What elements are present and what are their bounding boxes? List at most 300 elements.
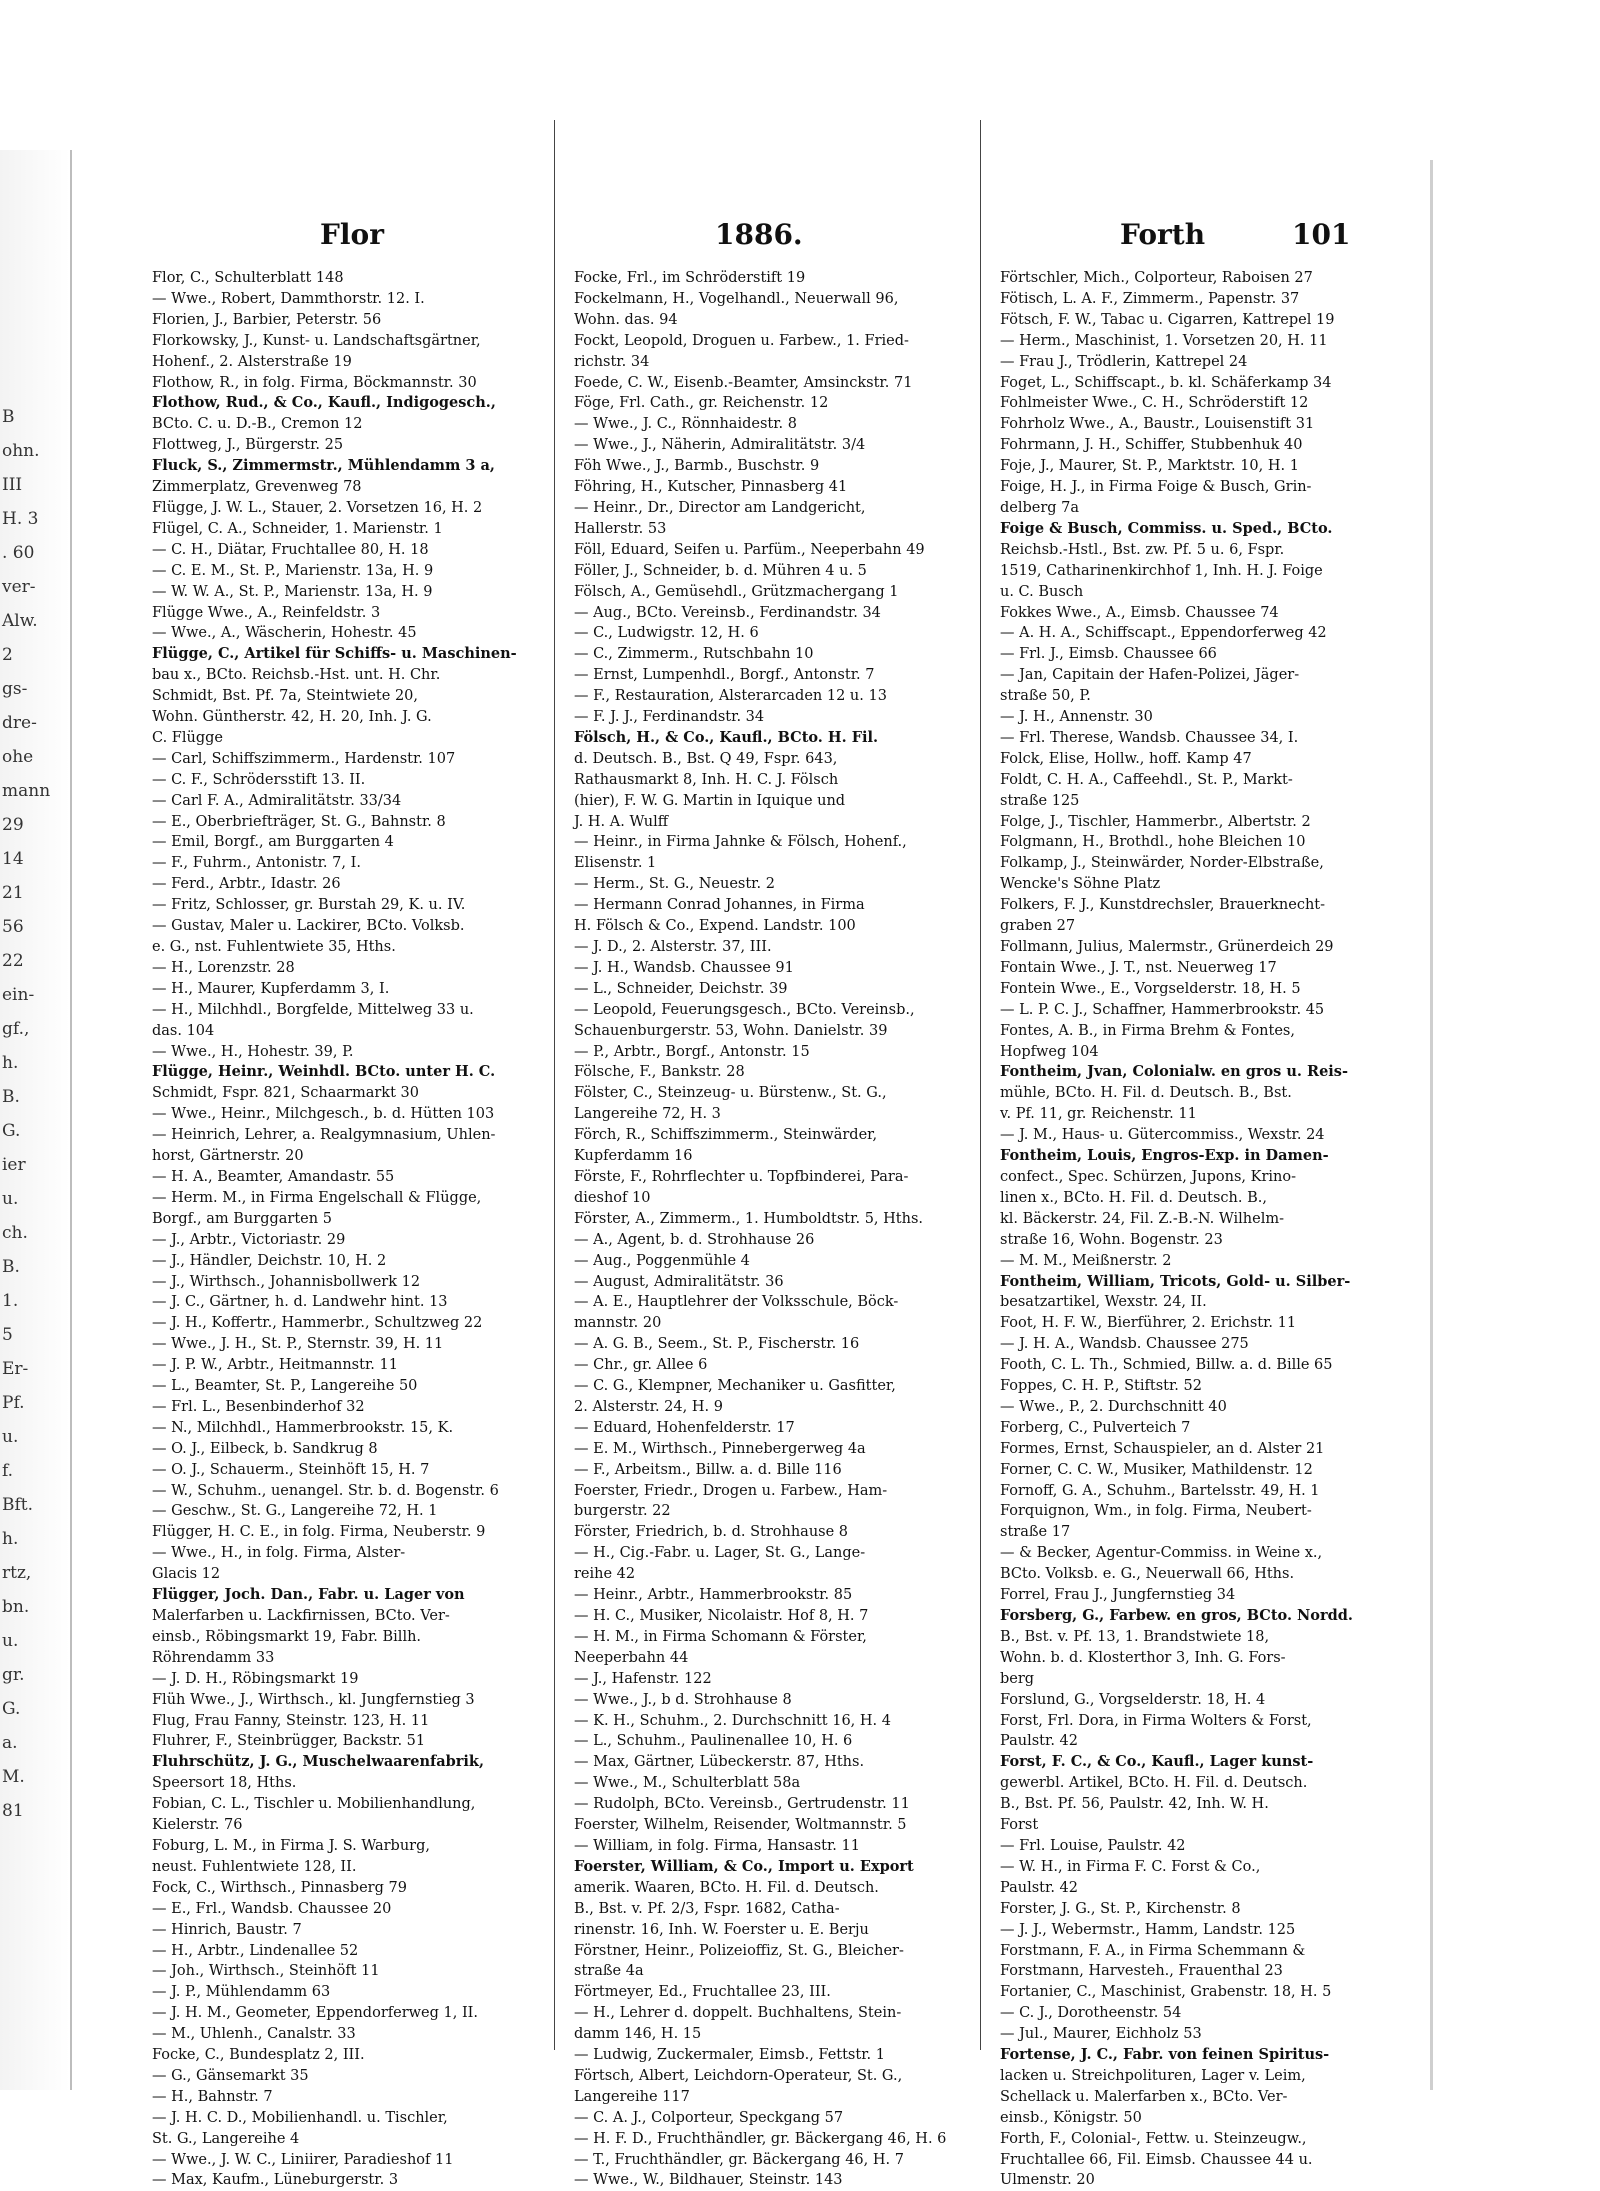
directory-entry: — H., Maurer, Kupferdamm 3, I. — [152, 980, 390, 997]
directory-entry: Fohrmann, J. H., Schiffer, Stubbenhuk 40 — [1000, 437, 1303, 454]
directory-entry: Foburg, L. M., in Firma J. S. Warburg, — [152, 1837, 430, 1854]
facing-page-fragment: III — [2, 475, 23, 495]
directory-entry: — Herm., Maschinist, 1. Vorsetzen 20, H. 11 — [1000, 332, 1328, 349]
directory-entry: Foige, H. J., in Firma Foige & Busch, Grin- — [1000, 479, 1312, 496]
directory-entry: — C. F., Schrödersstift 13. II. — [152, 771, 366, 788]
directory-entry: — Heinr., Arbtr., Hammerbrookstr. 85 — [574, 1587, 853, 1604]
directory-entry: Förtschler, Mich., Colporteur, Raboisen 27 — [1000, 270, 1313, 286]
directory-entry: Folkers, F. J., Kunstdrechsler, Brauerknecht- — [1000, 897, 1326, 914]
directory-entry: d. Deutsch. B., Bst. Q 49, Fspr. 643, — [574, 750, 838, 767]
directory-entry: — L., Schuhm., Paulinenallee 10, H. 6 — [574, 1733, 853, 1750]
directory-entry: Folge, J., Tischler, Hammerbr., Albertstr. 2 — [1000, 813, 1311, 830]
directory-entry: — H. A., Beamter, Amandastr. 55 — [152, 1168, 395, 1185]
directory-entry: — L. P. C. J., Schaffner, Hammerbrookstr. 45 — [1000, 1001, 1325, 1018]
facing-page-fragment: H. 3 — [2, 509, 39, 529]
directory-entry: — C. G., Klempner, Mechaniker u. Gasfitter, — [574, 1378, 896, 1395]
facing-page-fragment: 1. — [2, 1291, 19, 1311]
facing-page-fragment: Bft. — [2, 1495, 34, 1515]
facing-page-fragment: h. — [2, 1529, 19, 1549]
directory-entry: Fluhrer, F., Steinbrügger, Backstr. 51 — [152, 1733, 426, 1750]
directory-entry: — August, Admiralitätstr. 36 — [574, 1273, 784, 1290]
directory-entry: Fontheim, Jvan, Colonialw. en gros u. Reis- — [1000, 1063, 1348, 1081]
directory-entry: einsb., Königstr. 50 — [1000, 2109, 1142, 2126]
directory-entry: — M., Uhlenh., Canalstr. 33 — [152, 2026, 356, 2043]
facing-page-fragment: ier — [2, 1155, 26, 1175]
directory-entry: kl. Bäckerstr. 24, Fil. Z.-B.-N. Wilhelm- — [1000, 1210, 1285, 1227]
directory-entry: — H., Bahnstr. 7 — [152, 2088, 273, 2105]
directory-entry: — J. H. M., Geometer, Eppendorferweg 1, II. — [152, 2005, 479, 2022]
directory-entry: — E., Frl., Wandsb. Chaussee 20 — [152, 1900, 392, 1917]
directory-entry: Folgmann, H., Brothdl., hohe Bleichen 10 — [1000, 834, 1306, 851]
directory-entry: Foerster, Friedr., Drogen u. Farbew., Ham- — [574, 1482, 888, 1499]
facing-page-fragment: 29 — [2, 815, 24, 835]
directory-entry: — Chr., gr. Allee 6 — [574, 1357, 708, 1374]
directory-entry: — C. A. J., Colporteur, Speckgang 57 — [574, 2109, 844, 2126]
directory-entry: — Wwe., Robert, Dammthorstr. 12. I. — [152, 290, 425, 307]
facing-page-fragment: Pf. — [2, 1393, 25, 1413]
facing-page-fragment: 81 — [2, 1801, 24, 1821]
directory-entry: — H., Lorenzstr. 28 — [152, 959, 295, 976]
directory-entry: Forberg, C., Pulverteich 7 — [1000, 1419, 1191, 1436]
directory-entry: — L., Beamter, St. P., Langereihe 50 — [152, 1378, 418, 1395]
directory-entry: — William, in folg. Firma, Hansastr. 11 — [574, 1837, 860, 1854]
directory-entry: — J. D., 2. Alsterstr. 37, III. — [574, 939, 772, 955]
directory-entry: — H. F. D., Fruchthändler, gr. Bäckergang 46, H. 6 — [574, 2130, 947, 2147]
directory-entry: — Max, Kaufm., Lüneburgerstr. 3 — [152, 2172, 399, 2189]
directory-entry: Fock, C., Wirthsch., Pinnasberg 79 — [152, 1879, 407, 1896]
directory-entry: — J. H., Wandsb. Chaussee 91 — [574, 959, 794, 976]
directory-entry: C. Flügge — [152, 729, 223, 746]
directory-entry: Flügel, C. A., Schneider, 1. Marienstr. 1 — [152, 520, 443, 537]
facing-page-fragment: rtz, — [2, 1563, 32, 1583]
directory-entry: — J. H. A., Wandsb. Chaussee 275 — [1000, 1336, 1249, 1353]
directory-entry: Fluck, S., Zimmermstr., Mühlendamm 3 a, — [152, 457, 495, 475]
directory-entry: BCto. Volksb. e. G., Neuerwall 66, Hths. — [1000, 1566, 1295, 1583]
directory-entry: reihe 42 — [574, 1566, 636, 1583]
directory-entry: — Wwe., J., Näherin, Admiralitätstr. 3/4 — [574, 437, 866, 454]
directory-entry: Fockt, Leopold, Droguen u. Farbew., 1. Fried- — [574, 332, 909, 349]
directory-entry: — J., Händler, Deichstr. 10, H. 2 — [152, 1252, 387, 1269]
directory-entry: Forquignon, Wm., in folg. Firma, Neubert- — [1000, 1503, 1312, 1520]
directory-entry: — H., Lehrer d. doppelt. Buchhaltens, Stein- — [574, 2005, 902, 2022]
directory-entry: — Wwe., A., Wäscherin, Hohestr. 45 — [152, 625, 417, 642]
directory-entry: — Ernst, Lumpenhdl., Borgf., Antonstr. 7 — [574, 667, 875, 684]
directory-entry: Foje, J., Maurer, St. P., Marktstr. 10, H. 1 — [1000, 458, 1299, 475]
directory-entry: Hallerstr. 53 — [574, 520, 667, 537]
directory-entry: Flor, C., Schulterblatt 148 — [152, 270, 344, 286]
directory-entry: Förstner, Heinr., Polizeioffiz, St. G., Bleicher- — [574, 1942, 904, 1959]
facing-page-fragment: B. — [2, 1087, 20, 1107]
directory-entry: Langereihe 72, H. 3 — [574, 1106, 721, 1123]
directory-entry: Wohn. Güntherstr. 42, H. 20, Inh. J. G. — [152, 709, 432, 726]
directory-entry: — E. M., Wirthsch., Pinnebergerweg 4a — [574, 1440, 866, 1457]
directory-entry: gewerbl. Artikel, BCto. H. Fil. d. Deutsch. — [1000, 1775, 1308, 1792]
directory-entry: Follmann, Julius, Malermstr., Grünerdeich 29 — [1000, 939, 1334, 955]
directory-entry: — Wwe., M., Schulterblatt 58a — [574, 1775, 801, 1792]
directory-entry: Förch, R., Schiffszimmerm., Steinwärder, — [574, 1127, 878, 1144]
directory-entry: Fontain Wwe., J. T., nst. Neuerweg 17 — [1000, 959, 1277, 976]
directory-entry: — Hinrich, Baustr. 7 — [152, 1921, 302, 1938]
directory-entry: J. H. A. Wulff — [574, 813, 669, 830]
directory-entry: — Herm., St. G., Neuestr. 2 — [574, 876, 775, 893]
facing-page-fragment: mann — [2, 781, 51, 801]
directory-entry: B., Bst. Pf. 56, Paulstr. 42, Inh. W. H. — [1000, 1796, 1269, 1813]
directory-entry: Förster, A., Zimmerm., 1. Humboldtstr. 5, Hths. — [574, 1210, 923, 1227]
directory-entry: Paulstr. 42 — [1000, 1733, 1079, 1750]
column-3 — [1000, 268, 1410, 2189]
column-2 — [574, 268, 984, 2189]
facing-page-fragment: 56 — [2, 917, 24, 937]
directory-entry: Focke, Frl., im Schröderstift 19 — [574, 270, 806, 286]
directory-entry: straße 50, P. — [1000, 688, 1091, 705]
directory-entry: Fokkes Wwe., A., Eimsb. Chaussee 74 — [1000, 604, 1279, 621]
facing-page-fragment: B. — [2, 1257, 20, 1277]
directory-entry: Flüh Wwe., J., Wirthsch., kl. Jungfernstieg 3 — [152, 1691, 475, 1708]
directory-entry: straße 125 — [1000, 792, 1080, 809]
directory-entry: — C., Zimmerm., Rutschbahn 10 — [574, 646, 814, 663]
directory-entry: Forslund, G., Vorgselderstr. 18, H. 4 — [1000, 1691, 1266, 1708]
directory-entry: — Wwe., J. W. C., Liniirer, Paradieshof 11 — [152, 2151, 454, 2168]
directory-entry: — A. E., Hauptlehrer der Volksschule, Böck- — [574, 1294, 899, 1311]
directory-page — [140, 200, 1430, 2189]
directory-entry: Formes, Ernst, Schauspieler, an d. Alster 21 — [1000, 1440, 1325, 1457]
directory-entry: Folkamp, J., Steinwärder, Norder-Elbstraße, — [1000, 855, 1324, 872]
directory-entry: Footh, C. L. Th., Schmied, Billw. a. d. Bille 65 — [1000, 1357, 1333, 1374]
directory-entry: Neeperbahn 44 — [574, 1649, 689, 1666]
facing-page-fragment: 14 — [2, 849, 24, 869]
directory-entry: u. C. Busch — [1000, 583, 1084, 600]
directory-entry: Fölsch, A., Gemüsehdl., Grützmachergang 1 — [574, 583, 899, 600]
directory-entry: — N., Milchhdl., Hammerbrookstr. 15, K. — [152, 1419, 454, 1436]
directory-entry: — Wwe., J., b d. Strohhause 8 — [574, 1691, 792, 1708]
directory-entry: rinenstr. 16, Inh. W. Foerster u. E. Berju — [574, 1921, 869, 1938]
facing-page-fragment: a. — [2, 1733, 18, 1753]
directory-entry: Flug, Frau Fanny, Steinstr. 123, H. 11 — [152, 1712, 430, 1729]
directory-entry: — F., Restauration, Alsterarcaden 12 u. 13 — [574, 688, 887, 705]
directory-entry: — A. H. A., Schiffscapt., Eppendorferweg 42 — [1000, 625, 1327, 642]
directory-entry: — Hermann Conrad Johannes, in Firma — [574, 897, 865, 914]
directory-entry: v. Pf. 11, gr. Reichenstr. 11 — [1000, 1106, 1197, 1123]
directory-entry: Elisenstr. 1 — [574, 855, 657, 872]
header-year: 1886. — [715, 218, 803, 251]
directory-entry: — C. H., Diätar, Fruchtallee 80, H. 18 — [152, 541, 429, 558]
directory-entry: Wohn. b. d. Klosterthor 3, Inh. G. Fors- — [1000, 1649, 1286, 1666]
directory-entry: (hier), F. W. G. Martin in Iquique und — [574, 792, 846, 809]
directory-entry: — J. C., Gärtner, h. d. Landwehr hint. 13 — [152, 1294, 448, 1311]
directory-entry: — M. M., Meißnerstr. 2 — [1000, 1252, 1172, 1269]
facing-page-fragment: ein- — [2, 985, 35, 1005]
directory-entry: — H. M., in Firma Schomann & Förster, — [574, 1628, 867, 1645]
directory-entry: — Frl. L., Besenbinderhof 32 — [152, 1398, 365, 1415]
facing-page-edge — [0, 150, 72, 2090]
directory-entry: Foget, L., Schiffscapt., b. kl. Schäferkamp 34 — [1000, 374, 1332, 391]
directory-entry: Florien, J., Barbier, Peterstr. 56 — [152, 311, 382, 328]
facing-page-fragment: dre- — [2, 713, 37, 733]
directory-entry: B., Bst. v. Pf. 13, 1. Brandstwiete 18, — [1000, 1628, 1270, 1645]
directory-entry: Flügge, Heinr., Weinhdl. BCto. unter H. C. — [152, 1063, 496, 1081]
directory-entry: — W. W. A., St. P., Marienstr. 13a, H. 9 — [152, 583, 433, 600]
directory-entry: — Wwe., Heinr., Milchgesch., b. d. Hütten 103 — [152, 1106, 495, 1123]
directory-entry: — J. H. C. D., Mobilienhandl. u. Tischler, — [152, 2109, 448, 2126]
directory-entry: Speersort 18, Hths. — [152, 1775, 297, 1792]
directory-entry: Flothow, Rud., & Co., Kaufl., Indigogesch., — [152, 394, 496, 412]
directory-entry: Fölster, C., Steinzeug- u. Bürstenw., St. G., — [574, 1085, 887, 1102]
directory-entry: — J. D. H., Röbingsmarkt 19 — [152, 1670, 359, 1687]
facing-page-fragment: ver- — [2, 577, 36, 597]
directory-entry: Foige & Busch, Commiss. u. Sped., BCto. — [1000, 519, 1333, 537]
directory-entry: — Jul., Maurer, Eichholz 53 — [1000, 2026, 1202, 2043]
directory-entry: — Joh., Wirthsch., Steinhöft 11 — [152, 1963, 380, 1980]
directory-entry: einsb., Röbingsmarkt 19, Fabr. Billh. — [152, 1628, 422, 1645]
directory-entry: Flottweg, J., Bürgerstr. 25 — [152, 437, 344, 454]
directory-entry: — J., Wirthsch., Johannisbollwerk 12 — [152, 1273, 421, 1290]
directory-entry: berg — [1000, 1670, 1035, 1687]
facing-page-fragment: 2 — [2, 645, 13, 665]
directory-entry: Wohn. das. 94 — [574, 311, 678, 328]
facing-page-fragment: 22 — [2, 951, 24, 971]
directory-entry: Hohenf., 2. Alsterstraße 19 — [152, 353, 352, 370]
directory-entry: Flügge, J. W. L., Stauer, 2. Vorsetzen 16, H. 2 — [152, 499, 483, 516]
directory-entry: Fötsch, F. W., Tabac u. Cigarren, Kattrepel 19 — [1000, 311, 1335, 328]
directory-entry: Rathausmarkt 8, Inh. H. C. J. Fölsch — [574, 771, 839, 788]
facing-page-fragment: B — [2, 407, 15, 427]
directory-entry: Forst, Frl. Dora, in Firma Wolters & Forst, — [1000, 1712, 1312, 1729]
directory-entry: Florkowsky, J., Kunst- u. Landschaftsgärtner, — [152, 332, 481, 349]
facing-page-fragments — [2, 400, 51, 1828]
directory-entry: — C., Ludwigstr. 12, H. 6 — [574, 625, 759, 642]
directory-entry: Förtmeyer, Ed., Fruchtallee 23, III. — [574, 1984, 831, 2001]
directory-entry: richstr. 34 — [574, 353, 650, 370]
directory-entry: Hopfweg 104 — [1000, 1043, 1099, 1060]
directory-entry: Föge, Frl. Cath., gr. Reichenstr. 12 — [574, 395, 829, 412]
directory-entry: — H., Milchhdl., Borgfelde, Mittelweg 33 u. — [152, 1001, 474, 1018]
directory-entry: delberg 7a — [1000, 499, 1080, 516]
directory-entry: Fortanier, C., Maschinist, Grabenstr. 18, H. 5 — [1000, 1984, 1332, 2001]
header-left-catchword: Flor — [320, 218, 384, 251]
directory-entry: — Emil, Borgf., am Burggarten 4 — [152, 834, 394, 851]
directory-entry: — E., Oberbriefträger, St. G., Bahnstr. 8 — [152, 813, 446, 830]
directory-entry: — T., Fruchthändler, gr. Bäckergang 46, H. 7 — [574, 2151, 904, 2168]
facing-page-fragment: Alw. — [2, 611, 38, 631]
directory-entry: Ulmenstr. 20 — [1000, 2172, 1095, 2189]
directory-entry: Wencke's Söhne Platz — [1000, 876, 1161, 893]
directory-entry: — Frl. Louise, Paulstr. 42 — [1000, 1837, 1186, 1854]
directory-entry: bau x., BCto. Reichsb.-Hst. unt. H. Chr. — [152, 667, 441, 684]
directory-entry: e. G., nst. Fuhlentwiete 35, Hths. — [152, 939, 396, 955]
directory-entry: — Heinr., in Firma Jahnke & Fölsch, Hohenf., — [574, 834, 907, 851]
directory-entry: Forstmann, F. A., in Firma Schemmann & — [1000, 1942, 1306, 1959]
directory-entry: — H., Cig.-Fabr. u. Lager, St. G., Lange- — [574, 1545, 866, 1562]
directory-entry: — A. G. B., Seem., St. P., Fischerstr. 16 — [574, 1336, 860, 1353]
facing-page-fragment: M. — [2, 1767, 25, 1787]
directory-entry: lacken u. Streichpolituren, Lager v. Leim, — [1000, 2067, 1306, 2084]
facing-page-fragment: . 60 — [2, 543, 35, 563]
directory-entry: Föller, J., Schneider, b. d. Mühren 4 u. 5 — [574, 562, 867, 579]
directory-entry: straße 16, Wohn. Bogenstr. 23 — [1000, 1231, 1223, 1248]
directory-entry: — F., Arbeitsm., Billw. a. d. Bille 116 — [574, 1461, 842, 1478]
directory-entry: Schmidt, Fspr. 821, Schaarmarkt 30 — [152, 1085, 419, 1102]
directory-entry: Fölsch, H., & Co., Kaufl., BCto. H. Fil. — [574, 728, 879, 746]
directory-entry: confect., Spec. Schürzen, Jupons, Krino- — [1000, 1168, 1297, 1185]
directory-entry: — Heinr., Dr., Director am Landgericht, — [574, 499, 866, 516]
column-1 — [152, 268, 562, 2189]
directory-columns — [152, 268, 1422, 2189]
directory-entry: Focke, C., Bundesplatz 2, III. — [152, 2047, 365, 2064]
directory-entry: St. G., Langereihe 4 — [152, 2130, 300, 2147]
directory-entry: — Wwe., J. C., Rönnhaidestr. 8 — [574, 416, 798, 433]
directory-entry: — Frau J., Trödlerin, Kattrepel 24 — [1000, 353, 1248, 370]
facing-page-fragment: f. — [2, 1461, 14, 1481]
directory-entry: — Jan, Capitain der Hafen-Polizei, Jäger- — [1000, 667, 1300, 684]
directory-entry: — Geschw., St. G., Langereihe 72, H. 1 — [152, 1503, 438, 1520]
directory-entry: — A., Agent, b. d. Strohhause 26 — [574, 1231, 815, 1248]
directory-entry: straße 4a — [574, 1963, 644, 1980]
directory-entry: Röhrendamm 33 — [152, 1649, 275, 1666]
facing-page-fragment: ohe — [2, 747, 34, 767]
directory-entry: — Carl F. A., Admiralitätstr. 33/34 — [152, 792, 402, 809]
facing-page-fragment: u. — [2, 1631, 19, 1651]
directory-entry: 2. Alsterstr. 24, H. 9 — [574, 1398, 723, 1415]
directory-entry: — J., Hafenstr. 122 — [574, 1670, 712, 1687]
facing-page-fragment: u. — [2, 1427, 19, 1447]
directory-entry: Fötisch, L. A. F., Zimmerm., Papenstr. 37 — [1000, 290, 1300, 307]
directory-entry: Forstmann, Harvesteh., Frauenthal 23 — [1000, 1963, 1283, 1980]
directory-entry: Flothow, R., in folg. Firma, Böckmannstr. 30 — [152, 374, 477, 391]
facing-page-fragment: 5 — [2, 1325, 13, 1345]
directory-entry: — O. J., Eilbeck, b. Sandkrug 8 — [152, 1440, 378, 1457]
directory-entry: — F., Fuhrm., Antonistr. 7, I. — [152, 855, 361, 872]
facing-page-fragment: u. — [2, 1189, 19, 1209]
directory-entry: — Eduard, Hohenfelderstr. 17 — [574, 1419, 795, 1436]
directory-entry: — Wwe., H., Hohestr. 39, P. — [152, 1043, 354, 1060]
directory-entry: Malerfarben u. Lackfirnissen, BCto. Ver- — [152, 1608, 450, 1624]
directory-entry: — J. H., Annenstr. 30 — [1000, 709, 1153, 726]
directory-entry: — W., Schuhm., uenangel. Str. b. d. Bogenstr. 6 — [152, 1482, 499, 1499]
directory-entry: Fockelmann, H., Vogelhandl., Neuerwall 96, — [574, 290, 899, 307]
facing-page-fragment: h. — [2, 1053, 19, 1073]
directory-entry: Forth, F., Colonial-, Fettw. u. Steinzeugw., — [1000, 2130, 1307, 2147]
directory-entry: Foldt, C. H. A., Caffeehdl., St. P., Markt- — [1000, 771, 1293, 788]
directory-entry: Föll, Eduard, Seifen u. Parfüm., Neeperbahn 49 — [574, 541, 925, 558]
directory-entry: — Aug., Poggenmühle 4 — [574, 1252, 750, 1269]
directory-entry: Föh Wwe., J., Barmb., Buschstr. 9 — [574, 458, 820, 475]
directory-entry: das. 104 — [152, 1022, 215, 1039]
directory-entry: Flügger, Joch. Dan., Fabr. u. Lager von — [152, 1586, 465, 1604]
facing-page-fragment: gs- — [2, 679, 28, 699]
directory-entry: — J. J., Webermstr., Hamm, Landstr. 125 — [1000, 1921, 1296, 1938]
directory-entry: graben 27 — [1000, 918, 1076, 935]
directory-entry: mannstr. 20 — [574, 1315, 662, 1332]
directory-entry: — C. E. M., St. P., Marienstr. 13a, H. 9 — [152, 562, 434, 579]
directory-entry: — Max, Gärtner, Lübeckerstr. 87, Hths. — [574, 1754, 865, 1771]
directory-entry: — Gustav, Maler u. Lackirer, BCto. Volksb. — [152, 918, 465, 935]
directory-entry: Kielerstr. 76 — [152, 1817, 243, 1834]
directory-entry: — Herm. M., in Firma Engelschall & Flügge, — [152, 1189, 482, 1206]
directory-entry: mühle, BCto. H. Fil. d. Deutsch. B., Bst. — [1000, 1085, 1292, 1102]
page-header — [140, 218, 1430, 268]
directory-entry: Fobian, C. L., Tischler u. Mobilienhandlung, — [152, 1796, 476, 1813]
directory-entry: — Heinrich, Lehrer, a. Realgymnasium, Uhlen- — [152, 1127, 496, 1144]
directory-entry: Fontein Wwe., E., Vorgselderstr. 18, H. 5 — [1000, 980, 1301, 997]
directory-entry: Schauenburgerstr. 53, Wohn. Danielstr. 39 — [574, 1022, 888, 1039]
page-edge-shadow — [1430, 160, 1433, 2090]
directory-entry: H. Fölsch & Co., Expend. Landstr. 100 — [574, 918, 856, 935]
directory-entry: Fontheim, Louis, Engros-Exp. in Damen- — [1000, 1147, 1329, 1165]
directory-entry: — G., Gänsemarkt 35 — [152, 2067, 309, 2084]
directory-entry: Förster, Friedrich, b. d. Strohhause 8 — [574, 1524, 849, 1541]
directory-entry: Forsberg, G., Farbew. en gros, BCto. Nordd. — [1000, 1607, 1353, 1624]
directory-entry: — Wwe., H., in folg. Firma, Alster- — [152, 1545, 406, 1562]
directory-entry: Schmidt, Bst. Pf. 7a, Steintwiete 20, — [152, 688, 419, 705]
directory-entry: Foot, H. F. W., Bierführer, 2. Erichstr. 11 — [1000, 1315, 1297, 1332]
directory-entry: dieshof 10 — [574, 1189, 651, 1206]
directory-entry: Foppes, C. H. P., Stiftstr. 52 — [1000, 1378, 1202, 1395]
directory-entry: Foerster, William, & Co., Import u. Export — [574, 1857, 914, 1875]
directory-entry: — Fritz, Schlosser, gr. Burstah 29, K. u. IV. — [152, 897, 466, 914]
directory-entry: — J. H., Koffertr., Hammerbr., Schultzweg 22 — [152, 1315, 483, 1332]
directory-entry: Foede, C. W., Eisenb.-Beamter, Amsinckstr. 71 — [574, 374, 913, 391]
directory-entry: damm 146, H. 15 — [574, 2026, 702, 2043]
directory-entry: — H. C., Musiker, Nicolaistr. Hof 8, H. 7 — [574, 1608, 869, 1624]
directory-entry: Forst, F. C., & Co., Kaufl., Lager kunst- — [1000, 1753, 1314, 1771]
directory-entry: — Ludwig, Zuckermaler, Eimsb., Fettstr. 1 — [574, 2047, 885, 2064]
directory-entry: — J. P., Mühlendamm 63 — [152, 1984, 331, 2001]
directory-entry: linen x., BCto. H. Fil. d. Deutsch. B., — [1000, 1189, 1267, 1206]
directory-entry: amerik. Waaren, BCto. H. Fil. d. Deutsch. — [574, 1879, 879, 1896]
directory-entry: 1519, Catharinenkirchhof 1, Inh. H. J. Foige — [1000, 562, 1323, 579]
directory-entry: — Carl, Schiffszimmerm., Hardenstr. 107 — [152, 750, 456, 767]
directory-entry: — Aug., BCto. Vereinsb., Ferdinandstr. 34 — [574, 604, 881, 621]
directory-entry: B., Bst. v. Pf. 2/3, Fspr. 1682, Catha- — [574, 1900, 840, 1917]
directory-entry: Schellack u. Malerfarben x., BCto. Ver- — [1000, 2088, 1288, 2105]
directory-entry: — Ferd., Arbtr., Idastr. 26 — [152, 876, 341, 893]
directory-entry: Borgf., am Burggarten 5 — [152, 1210, 332, 1227]
directory-entry: Förtsch, Albert, Leichdorn-Operateur, St. G., — [574, 2067, 903, 2084]
directory-entry: — C. J., Dorotheenstr. 54 — [1000, 2005, 1182, 2022]
directory-entry: — J. M., Haus- u. Gütercommiss., Wexstr. 24 — [1000, 1127, 1325, 1144]
directory-entry: — Frl. Therese, Wandsb. Chaussee 34, I. — [1000, 729, 1299, 746]
directory-entry: — & Becker, Agentur-Commiss. in Weine x., — [1000, 1545, 1323, 1562]
directory-entry: — J. P. W., Arbtr., Heitmannstr. 11 — [152, 1357, 398, 1374]
directory-entry: — J., Arbtr., Victoriastr. 29 — [152, 1231, 346, 1248]
facing-page-fragment: gf., — [2, 1019, 30, 1039]
facing-page-fragment: Er- — [2, 1359, 29, 1379]
directory-entry: Kupferdamm 16 — [574, 1148, 693, 1165]
directory-entry: — O. J., Schauerm., Steinhöft 15, H. 7 — [152, 1461, 430, 1478]
directory-entry: straße 17 — [1000, 1524, 1071, 1541]
directory-entry: Forrel, Frau J., Jungfernstieg 34 — [1000, 1587, 1236, 1604]
directory-entry: Langereihe 117 — [574, 2088, 690, 2105]
facing-page-fragment: ohn. — [2, 441, 40, 461]
directory-entry: — F. J. J., Ferdinandstr. 34 — [574, 709, 765, 726]
directory-entry: Paulstr. 42 — [1000, 1879, 1079, 1896]
directory-entry: Forster, J. G., St. P., Kirchenstr. 8 — [1000, 1900, 1241, 1917]
directory-entry: — Rudolph, BCto. Vereinsb., Gertrudenstr. 11 — [574, 1796, 910, 1813]
directory-entry: — H., Arbtr., Lindenallee 52 — [152, 1942, 359, 1959]
directory-entry: Flügger, H. C. E., in folg. Firma, Neuberstr. 9 — [152, 1524, 486, 1541]
directory-entry: — Leopold, Feuerungsgesch., BCto. Vereinsb., — [574, 1001, 915, 1018]
directory-entry: Glacis 12 — [152, 1566, 221, 1583]
directory-entry: — Wwe., P., 2. Durchschnitt 40 — [1000, 1398, 1227, 1415]
directory-entry: Fortense, J. C., Fabr. von feinen Spiritus- — [1000, 2046, 1330, 2064]
directory-entry: Fornoff, G. A., Schuhm., Bartelsstr. 49, H. 1 — [1000, 1482, 1320, 1499]
directory-entry: Zimmerplatz, Grevenweg 78 — [152, 479, 362, 496]
facing-page-fragment: gr. — [2, 1665, 25, 1685]
directory-entry: Foerster, Wilhelm, Reisender, Woltmannstr. 5 — [574, 1817, 907, 1834]
directory-entry: Flügge Wwe., A., Reinfeldstr. 3 — [152, 604, 381, 621]
directory-entry: Folck, Elise, Hollw., hoff. Kamp 47 — [1000, 750, 1252, 767]
directory-entry: Fölsche, F., Bankstr. 28 — [574, 1064, 745, 1081]
